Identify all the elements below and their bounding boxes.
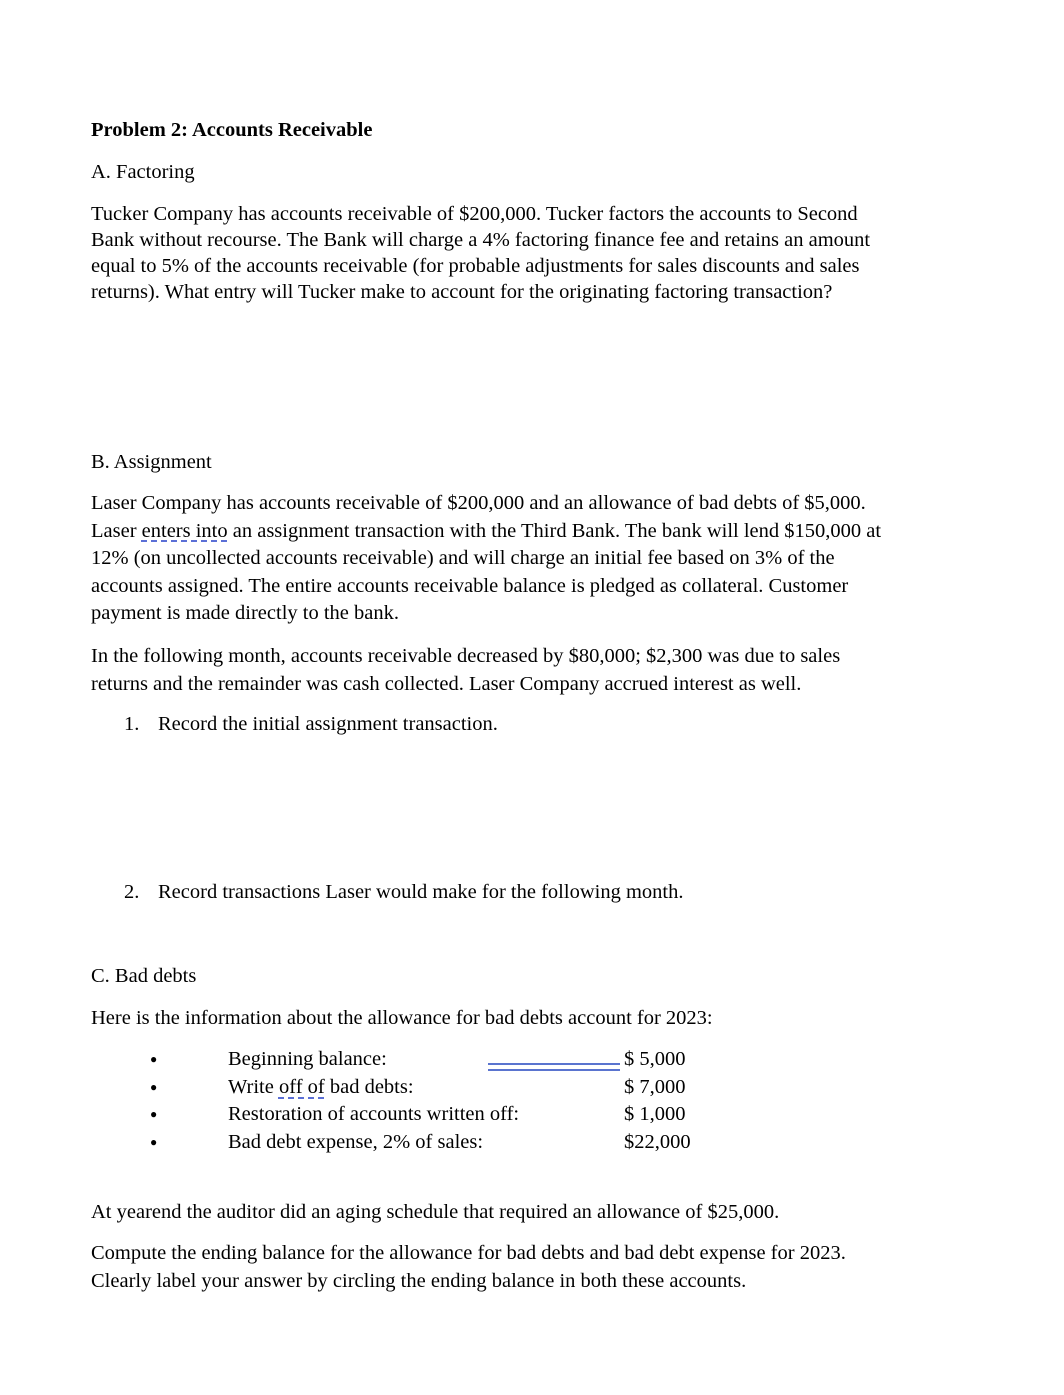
list-item <box>150 1074 750 1101</box>
section-a-paragraph <box>91 201 971 305</box>
bullet-icon: ● <box>150 1107 158 1121</box>
bullet-icon: ● <box>150 1052 158 1066</box>
item-label: Restoration of accounts written off: <box>228 1103 520 1125</box>
section-a-heading: A. Factoring <box>91 161 195 183</box>
grammar-suggestion[interactable]: off of <box>278 1076 325 1098</box>
item-amount: $22,000 <box>624 1131 691 1153</box>
text-line: equal to 5% of the accounts receivable (for probable adjustments for sales discounts and sales <box>91 255 860 277</box>
section-c-heading: C. Bad debts <box>91 965 197 987</box>
item-amount: $ 7,000 <box>624 1076 686 1098</box>
item-amount: $ 5,000 <box>624 1048 686 1070</box>
text-line: 12% (on uncollected accounts receivable) and will charge an initial fee based on 3% of the <box>91 547 835 569</box>
compute-paragraph <box>91 1240 971 1295</box>
list-item <box>150 1129 750 1156</box>
list-item: Record the initial assignment transaction. <box>158 713 498 735</box>
list-item <box>150 1101 750 1128</box>
page-title: Problem 2: Accounts Receivable <box>91 119 373 141</box>
item-label: Bad debt expense, 2% of sales: <box>228 1131 484 1153</box>
grammar-suggestion[interactable]: enters into <box>141 519 228 542</box>
text-fragment: an assignment transaction with the Third Bank. The bank will lend $150,000 at <box>227 519 882 542</box>
text-line: returns and the remainder was cash collected. Laser Company accrued interest as well. <box>91 672 802 695</box>
text-line: Compute the ending balance for the allowance for bad debts and bad debt expense for 2023. <box>91 1242 846 1264</box>
item-amount: $ 1,000 <box>624 1103 686 1125</box>
section-c-intro: Here is the information about the allowance for bad debts account for 2023: <box>91 1007 713 1029</box>
list-item <box>150 1046 750 1073</box>
section-b-paragraph-2 <box>91 643 971 698</box>
text-line: Tucker Company has accounts receivable of $200,000. Tucker factors the accounts to Second <box>91 203 858 225</box>
section-b-paragraph-1 <box>91 490 971 628</box>
text-line: payment is made directly to the bank. <box>91 602 399 624</box>
list-number: 1. <box>124 713 140 735</box>
list-number: 2. <box>124 881 140 903</box>
section-b-heading: B. Assignment <box>91 451 212 473</box>
text-line <box>91 518 971 546</box>
aging-paragraph: At yearend the auditor did an aging schedule that required an allowance of $25,000. <box>91 1201 780 1223</box>
bullet-icon: ● <box>150 1135 158 1149</box>
text-fragment: Write <box>228 1076 279 1098</box>
text-line: Bank without recourse. The Bank will charge a 4% factoring finance fee and retains an amount <box>91 229 871 251</box>
text-fragment: Laser <box>91 519 142 542</box>
double-underline <box>488 1063 620 1071</box>
text-line: returns). What entry will Tucker make to account for the originating factoring transaction? <box>91 281 833 303</box>
text-line: Laser Company has accounts receivable of $200,000 and an allowance of bad debts of $5,000. <box>91 492 866 514</box>
text-line: accounts assigned. The entire accounts receivable balance is pledged as collateral. Customer <box>91 574 849 597</box>
text-line: In the following month, accounts receivable decreased by $80,000; $2,300 was due to sales <box>91 645 841 667</box>
text-fragment: bad debts: <box>324 1076 414 1098</box>
bullet-icon: ● <box>150 1080 158 1094</box>
item-label <box>228 1074 414 1101</box>
list-item: Record transactions Laser would make for the following month. <box>158 881 684 903</box>
item-label: Beginning balance: <box>228 1048 387 1070</box>
text-line: Clearly label your answer by circling the ending balance in both these accounts. <box>91 1269 747 1292</box>
